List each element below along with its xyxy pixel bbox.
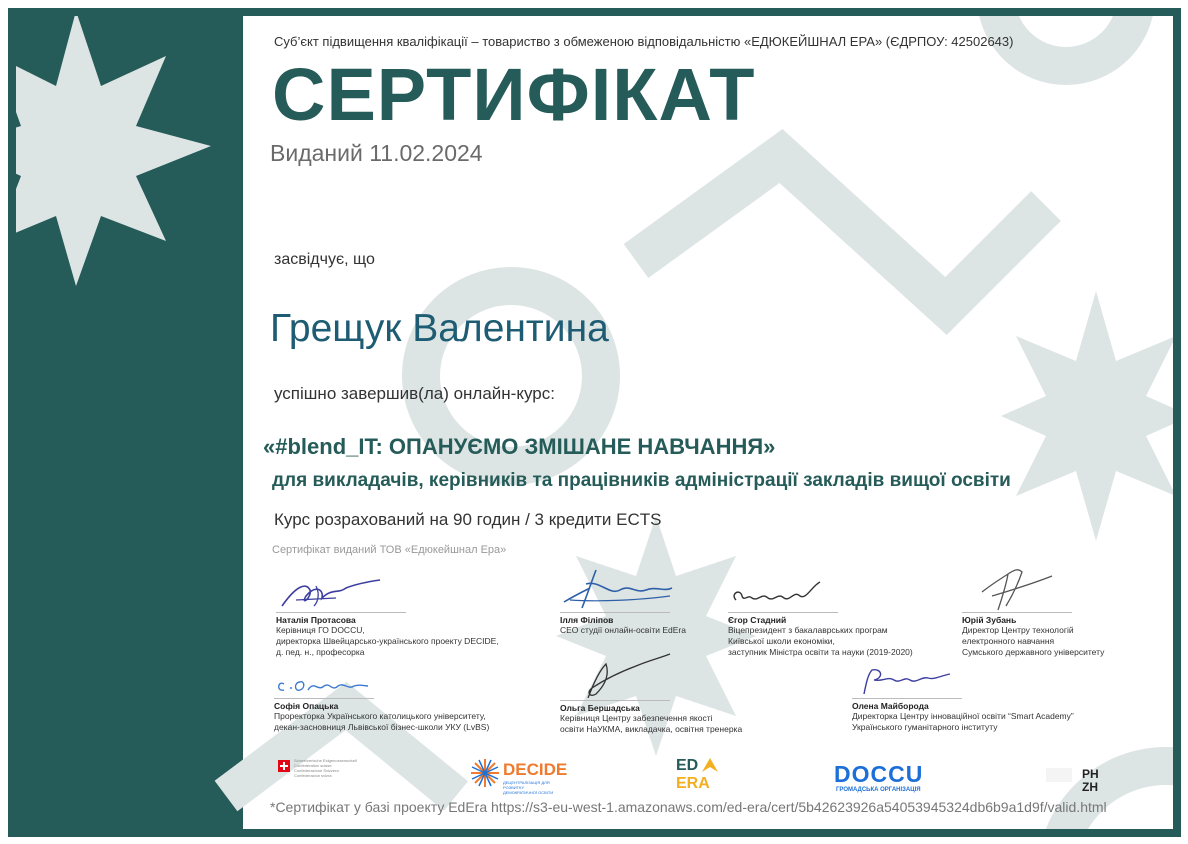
- completed-text: успішно завершив(ла) онлайн-курс:: [274, 384, 555, 403]
- signatory-stadnyi: [728, 576, 958, 658]
- signature-image: [274, 672, 374, 698]
- signature-image: [962, 566, 1072, 612]
- phzh-line1: PH: [1082, 767, 1099, 781]
- signature-image: [276, 576, 396, 612]
- signatory-role: Сумського державного університету: [962, 647, 1105, 657]
- signatory-role: декан-засновниця Львівської бізнес-школи УКУ (LvBS): [274, 722, 490, 732]
- signatory-role: Директор Центру технологій: [962, 625, 1074, 635]
- signatory-name: Єгор Стадний: [728, 615, 787, 625]
- page-title: СЕРТИФІКАТ: [272, 53, 756, 136]
- phzh-mark: [1046, 768, 1072, 782]
- issue-date: Виданий 11.02.2024: [270, 140, 483, 166]
- signature-image: [852, 664, 962, 698]
- signature-image: [728, 576, 828, 612]
- star-decoration-right: [1001, 291, 1173, 541]
- course-hours: Курс розрахований на 90 годин / 3 кредити ECTS: [274, 510, 662, 529]
- signature-line: [852, 698, 962, 699]
- signatory-role: Київської школи економіки,: [728, 636, 835, 646]
- signature-line: [560, 612, 670, 613]
- star-decoration-left: [16, 16, 211, 286]
- decide-subtext: ДЕМОКРАТИЧНОЇ ОСВІТИ: [503, 790, 554, 795]
- doccu-logo: [834, 762, 944, 796]
- swiss-text: Confederaziun svizra: [294, 773, 332, 778]
- recipient-name: Грещук Валентина: [270, 307, 609, 350]
- signatory-role: директорка Швейцарсько-українського проекту DECIDE,: [276, 636, 499, 646]
- zigzag-decoration: [636, 156, 1046, 306]
- signatory-bershadska: [560, 652, 790, 735]
- signature-line: [728, 612, 838, 613]
- signatory-name: Юрій Зубань: [962, 615, 1017, 625]
- signatory-name: Ольга Бершадська: [560, 703, 640, 713]
- signature-image: [560, 566, 680, 612]
- signature-line: [560, 700, 670, 701]
- signatory-role: Керівниця ГО DOCCU,: [276, 625, 365, 635]
- subject-line: Суб’єкт підвищення кваліфікації – товариство з обмеженою відповідальністю «ЕДЮКЕЙШНАЛ ЕРА» (ЄДРПОУ: 42502643): [274, 34, 1014, 49]
- signatory-role: Проректорка Українського католицького університету,: [274, 711, 486, 721]
- swiss-text: Confédération suisse: [294, 763, 332, 768]
- swiss-confederation-logo: [276, 756, 366, 786]
- doccu-subtext: ГРОМАДСЬКА ОРГАНІЗАЦІЯ: [836, 787, 921, 793]
- phzh-logo: [1046, 766, 1106, 796]
- signatory-filipov: [560, 566, 720, 636]
- edera-line2: ERA: [676, 775, 710, 792]
- signatory-role: CEO студії онлайн-освіти EdEra: [560, 625, 686, 635]
- signatory-role: Віцепрезидент з бакалаврських програм: [728, 625, 888, 635]
- signatory-role: електронного навчання: [962, 636, 1055, 646]
- decide-name: DECIDE: [503, 760, 568, 779]
- signatory-role: д. пед. н., професорка: [276, 647, 365, 657]
- certifies-text: засвідчує, що: [274, 251, 375, 268]
- signatory-maiboroda: [852, 664, 1142, 733]
- signatory-role: освіти НаУКМА, викладачка, освітня тренерка: [560, 724, 743, 734]
- signatory-role: Керівниця Центру забезпечення якості: [560, 713, 713, 723]
- verification-link[interactable]: *Сертифікат у базі проекту EdEra https://s3-eu-west-1.amazonaws.com/ed-era/cert/5b42623926a54053945324db6b9a1d9f/valid.html: [270, 799, 1107, 815]
- signatory-name: Ілля Філіпов: [560, 615, 614, 625]
- swiss-text: Confederazione Svizzera: [294, 768, 339, 773]
- edera-line1: ED: [676, 757, 699, 774]
- signature-line: [962, 612, 1072, 613]
- course-audience: для викладачів, керівників та працівників адміністрації закладів вищої освіти: [272, 470, 1011, 491]
- doccu-name: DOCCU: [834, 761, 924, 787]
- signatory-name: Наталія Протасова: [276, 615, 356, 625]
- edera-mark-icon: [700, 756, 720, 778]
- signatory-name: Софія Опацька: [274, 701, 339, 711]
- swiss-text: Schweizerische Eidgenossenschaft: [294, 758, 357, 763]
- signatory-role: заступник Міністра освіти та науки (2019-2020): [728, 647, 913, 657]
- signatory-zuban: [962, 566, 1152, 658]
- decide-subtext: ДЕЦЕНТРАЛІЗАЦІЯ ДЛЯ РОЗВИТКУ: [503, 780, 550, 790]
- phzh-line2: ZH: [1082, 780, 1098, 794]
- signatory-role: Українського гуманітарного інституту: [852, 722, 998, 732]
- signature-image: [560, 652, 680, 700]
- decide-logo: [470, 756, 570, 795]
- signatory-protasova: [276, 576, 536, 658]
- signature-line: [276, 612, 406, 613]
- course-title: «#blend_IT: ОПАНУЄМО ЗМІШАНЕ НАВЧАННЯ»: [263, 434, 776, 459]
- issuer-note: Сертифікат виданий ТОВ «Едюкейшнал Ера»: [272, 544, 507, 556]
- signatory-opatska: [274, 672, 554, 733]
- edera-logo: [676, 756, 726, 796]
- signature-line: [274, 698, 374, 699]
- decide-emblem-icon: [470, 758, 500, 788]
- swiss-flag-icon: [278, 760, 290, 772]
- signatory-role: Директорка Центру інноваційної освіти “Smart Academy”: [852, 711, 1074, 721]
- signatory-name: Олена Майборода: [852, 701, 929, 711]
